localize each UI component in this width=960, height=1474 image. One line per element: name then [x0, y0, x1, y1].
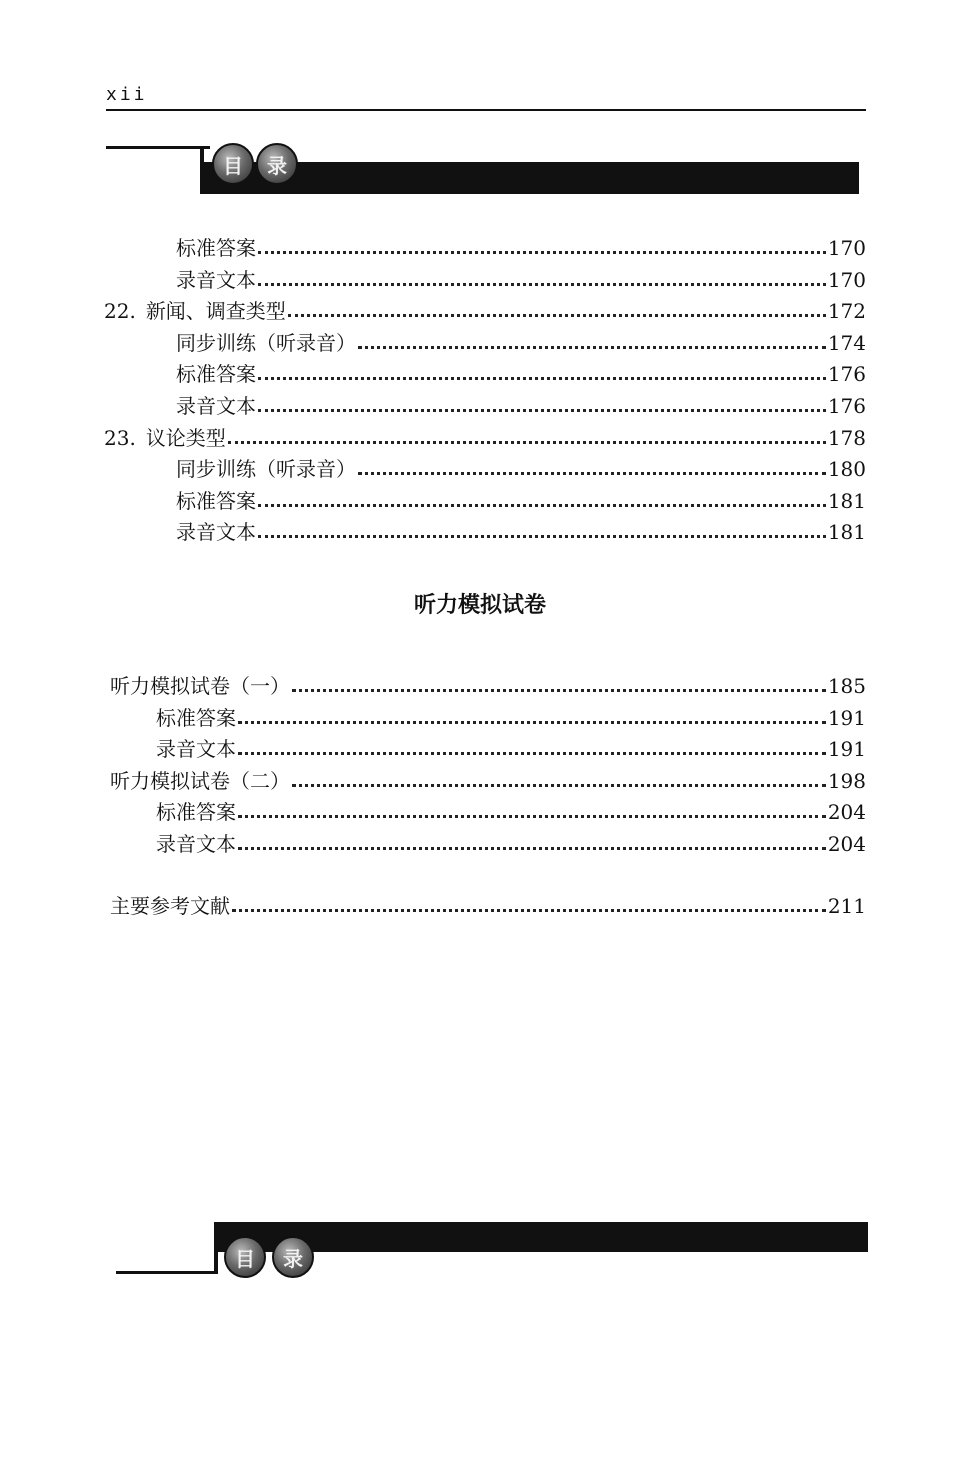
- toc-entry-page: 181: [827, 488, 866, 513]
- toc-dot-leader: [358, 472, 826, 475]
- toc-dot-leader: [292, 689, 826, 692]
- seal-icon-3: 目: [224, 1236, 266, 1278]
- section-heading: 听力模拟试卷: [413, 593, 546, 618]
- toc-entry: [176, 512, 866, 544]
- toc-entry: [156, 792, 866, 824]
- toc-entry: [110, 761, 866, 793]
- seal-icon-4: 录: [272, 1236, 314, 1278]
- toc-entry: [156, 729, 866, 761]
- toc-entry-page: 180: [827, 457, 866, 482]
- toc-entry-title: 新闻、调查类型: [145, 299, 286, 324]
- toc-entry-title: 听力模拟试卷（一）: [110, 674, 290, 698]
- banner-bottom-line: [116, 1271, 218, 1274]
- seal-icon-1: 目: [212, 143, 254, 185]
- toc-entry-page: 204: [827, 800, 866, 825]
- toc-entry-page: 178: [827, 425, 866, 450]
- toc-entry-page: 198: [827, 768, 866, 793]
- toc-entry-page: 174: [827, 330, 866, 355]
- toc-dot-leader: [292, 784, 826, 787]
- header-rule: [106, 109, 866, 111]
- toc-entry-title: 主要参考文献: [110, 894, 230, 918]
- toc-dot-leader: [258, 283, 826, 286]
- toc-entry-page: 191: [827, 705, 866, 730]
- seal-icon-2: 录: [256, 143, 298, 185]
- toc-entry-title: 录音文本: [176, 520, 256, 545]
- toc-dot-leader: [228, 441, 826, 444]
- toc-entry-page: 172: [827, 299, 866, 324]
- toc-entry-number: 23.: [104, 425, 136, 450]
- toc-entry-title: 标准答案: [176, 236, 256, 260]
- toc-entry-title: 录音文本: [156, 832, 236, 856]
- banner-top-line: [106, 146, 210, 149]
- toc-dot-leader: [258, 504, 826, 507]
- toc-entry-page: 181: [827, 520, 866, 545]
- toc-entry: [104, 291, 866, 323]
- banner-bottom-vertical: [214, 1222, 218, 1274]
- toc-dot-leader: [232, 909, 826, 912]
- toc-entry-title: 标准答案: [156, 800, 236, 825]
- toc-dot-leader: [258, 535, 826, 538]
- toc-dot-leader: [258, 251, 826, 254]
- toc-entry: [176, 323, 866, 355]
- toc-entry: [156, 824, 866, 856]
- toc-entry: [176, 481, 866, 513]
- toc-entry-title: 议论类型: [145, 425, 226, 450]
- toc-entry-page: 170: [827, 267, 866, 292]
- toc-entry-title: 录音文本: [176, 394, 256, 418]
- toc-entry: [176, 354, 866, 386]
- toc-entry: [176, 386, 866, 418]
- toc-entry-page: 191: [827, 737, 866, 762]
- toc-entry-page: 170: [827, 236, 866, 260]
- toc-dot-leader: [258, 409, 826, 412]
- toc-entry-page: 176: [827, 362, 866, 387]
- toc-entry-page: 204: [827, 832, 866, 856]
- toc-entry-title: 录音文本: [156, 737, 236, 762]
- toc-dot-leader: [288, 314, 826, 317]
- toc-entry-page: 211: [827, 894, 866, 918]
- toc-dot-leader: [238, 721, 826, 724]
- toc-dot-leader: [238, 752, 826, 755]
- toc-dot-leader: [238, 815, 826, 818]
- toc-entry-title: 录音文本: [176, 267, 256, 292]
- toc-entry: [176, 449, 866, 481]
- toc-entry-title: 标准答案: [156, 705, 236, 730]
- toc-entry-title: 同步训练（听录音）: [176, 330, 356, 355]
- banner-top-bar: [204, 162, 859, 194]
- toc-dot-leader: [358, 346, 826, 349]
- toc-entry-page: 185: [827, 674, 866, 698]
- page-number: xii: [106, 84, 148, 105]
- toc-entry: [176, 228, 866, 260]
- toc-entry: [110, 886, 866, 918]
- toc-dot-leader: [238, 847, 826, 850]
- toc-entry: [156, 698, 866, 730]
- toc-entry-title: 标准答案: [176, 488, 256, 513]
- toc-entry-page: 176: [827, 394, 866, 418]
- toc-entry: [110, 666, 866, 698]
- toc-dot-leader: [258, 377, 826, 380]
- toc-entry: [176, 260, 866, 292]
- toc-entry: [104, 418, 866, 450]
- toc-entry-title: 标准答案: [176, 362, 256, 387]
- toc-entry-number: 22.: [104, 299, 136, 324]
- toc-entry-title: 同步训练（听录音）: [176, 457, 356, 482]
- toc-entry-title: 听力模拟试卷（二）: [110, 768, 290, 793]
